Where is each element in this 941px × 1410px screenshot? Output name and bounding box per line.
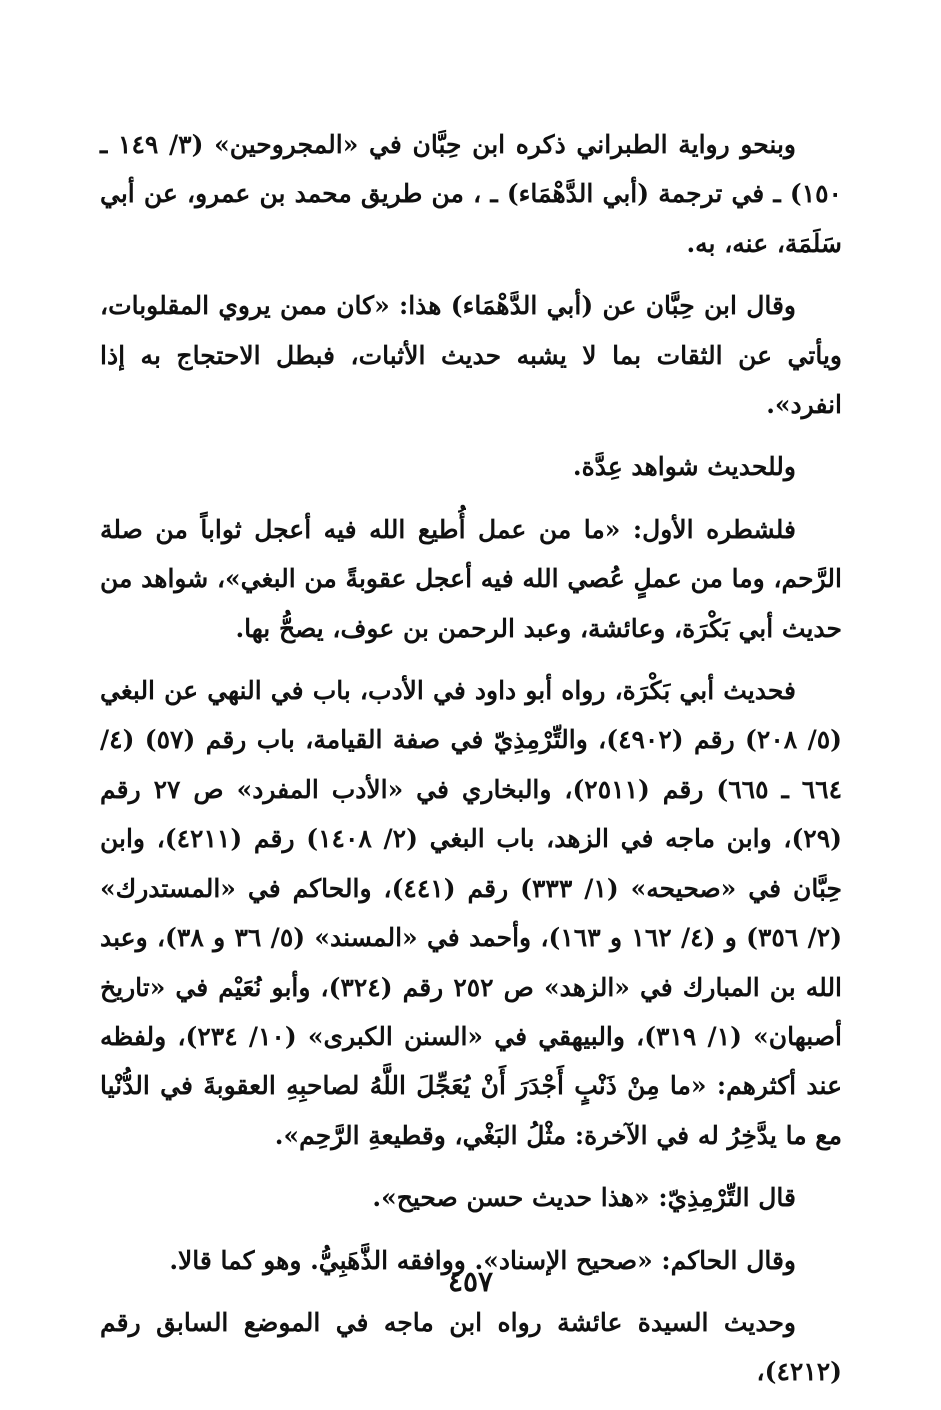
paragraph-5: فحديث أبي بَكْرَة، رواه أبو داود في الأدب، باب في النهي عن البغي (٥/ ٢٠٨) رقم (٤٩٠٢)، والتِّرْمِذِيّ في صفة القيامة، باب رقم (٥٧) (٤/ ٦٦٤ ـ ٦٦٥) رقم (٢٥١١)، والبخاري في «الأدب المفرد» ص ٢٧ رقم (٢٩)، وابن ماجه في الزهد، باب البغي (٢/ ١٤٠٨) رقم (٤٢١١)، وابن حِبَّان في «صحيحه» (١/ ٣٣٣) رقم (٤٤١)، والحاكم في «المستدرك» (٢/ ٣٥٦) و (٤/ ١٦٢ و ١٦٣)، وأحمد في «المسند» (٥/ ٣٦ و ٣٨)، وعبد الله بن المبارك في «الزهد» ص ٢٥٢ رقم (٣٢٤)، وأبو نُعَيْم في «تاريخ أصبهان» (١/ ٣١٩)، والبيهقي في «السنن الكبرى» (١٠/ ٢٣٤)، ولفظه عند أكثرهم: «ما مِنْ ذَنْبٍ أَجْدَرَ أَنْ يُعَجِّلَ اللَّهُ لصاحبِهِ العقوبةَ في الدُّنْيا مع ما يدَّخِرُ له في الآخرة: مثْلُ البَغْي، وقطيعةِ الرَّحِم». xyxy=(100,676,843,1150)
body-text xyxy=(100,120,842,1410)
paragraph-4: فلشطره الأول: «ما من عمل أُطيع الله فيه أعجل ثواباً من صلة الرَّحم، وما من عملٍ عُصي الله فيه أعجل عقوبةً من البغي»، شواهد من حديث أبي بَكْرَة، وعائشة، وعبد الرحمن بن عوف، يصحُّ بها. xyxy=(100,514,842,643)
paragraph-1: وبنحو رواية الطبراني ذكره ابن حِبَّان في «المجروحين» (٣/ ١٤٩ ـ ١٥٠) ـ في ترجمة (أبي الدَّهْمَاء) ـ ، من طريق محمد بن عمرو، عن أبي سَلَمَة، عنه، به. xyxy=(100,130,842,258)
paragraph-7: وقال الحاكم: «صحيح الإسناد». ووافقه الذَّهَبِيُّ. وهو كما قالا. xyxy=(169,1245,796,1275)
paragraph-2: وقال ابن حِبَّان عن (أبي الدَّهْمَاء) هذا: «كان ممن يروي المقلوبات، ويأتي عن الثقات بما لا يشبه حديث الأثبات، فبطل الاحتجاج به إذا انفرد». xyxy=(100,291,842,420)
paragraph-3: وللحديث شواهد عِدَّة. xyxy=(572,452,796,482)
paragraph-8: وحديث السيدة عائشة رواه ابن ماجه في الموضع السابق رقم (٤٢١٢)، xyxy=(100,1307,842,1387)
page-number: ٤٥٧ xyxy=(447,1265,494,1298)
paragraph-6: قال التِّرْمِذِيّ: «هذا حديث حسن صحيح». xyxy=(372,1183,796,1213)
